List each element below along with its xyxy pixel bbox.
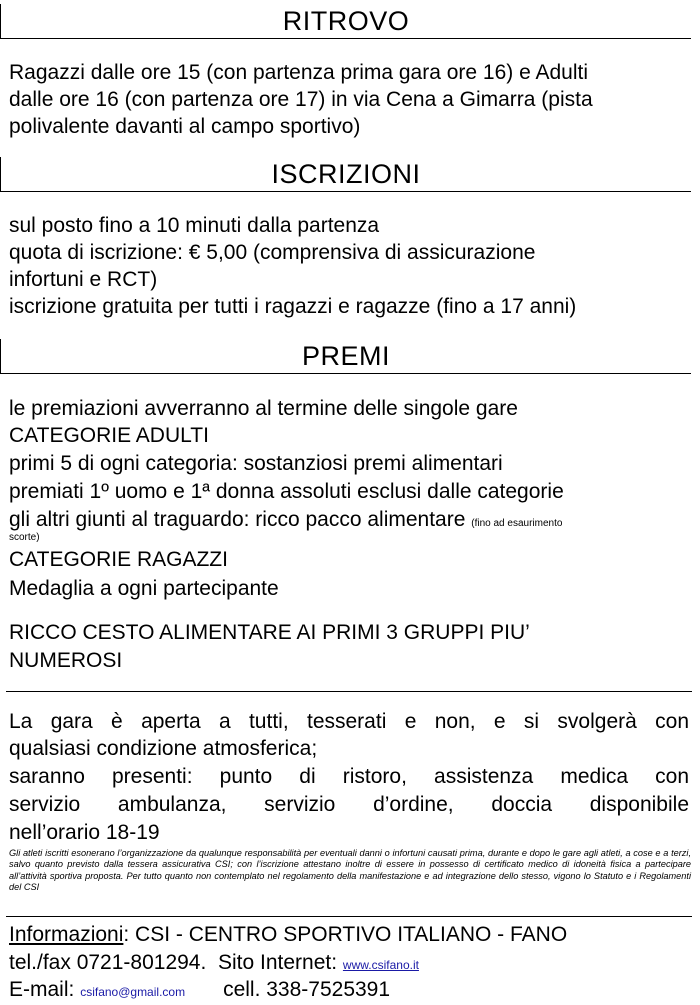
iscrizioni-line: iscrizione gratuita per tutti i ragazzi e ragazze (fino a 17 anni) xyxy=(9,295,577,318)
email-link[interactable]: csifano@gmail.com xyxy=(80,985,186,999)
info-line xyxy=(9,950,419,978)
premi-note-continued: scorte) xyxy=(9,532,40,543)
premi-pacco-text: gli altri giunti al traguardo: ricco pacco alimentare xyxy=(9,508,466,531)
ritrovo-line: dalle ore 16 (con partenza ore 17) in via Cena a Gimarra (pista xyxy=(9,88,593,111)
premi-line xyxy=(9,507,562,537)
iscrizioni-line: infortuni e RCT) xyxy=(9,268,158,291)
disclaimer-fine-print: Gli atleti iscritti esonerano l’organizzazione da qualunque responsabilità per eventuali danni o infortuni causati prima, durante e dopo le gare agli atleti, a cose e a terzi, salvo quanto previsto dalla tessera assicurativa CSI; con l’iscrizione attestano inoltre di essere in possesso di certificato medico di idoneità fisica a partecipare all’attività sportiva proposta. Per tutto quanto non contemplato nel regolamento della manifestazione e ad integrazione dello stesso, vigono lo Statuto e i Regolamenti del CSI xyxy=(9,848,691,892)
info-line xyxy=(9,977,390,1005)
info-line xyxy=(9,922,567,948)
section-heading-ritrovo: RITROVO xyxy=(0,4,691,39)
info-site-label: Sito Internet: xyxy=(218,951,338,974)
general-line: qualsiasi condizione atmosferica; xyxy=(9,737,318,760)
divider xyxy=(6,691,692,692)
general-line: saranno presenti: punto di ristoro, assistenza medica con xyxy=(9,765,689,788)
section-heading-iscrizioni: ISCRIZIONI xyxy=(0,157,691,192)
general-line: nell’orario 18-19 xyxy=(9,821,160,844)
ritrovo-line: polivalente davanti al campo sportivo) xyxy=(9,115,361,138)
section-heading-premi: PREMI xyxy=(0,339,691,374)
premi-groups-line: NUMEROSI xyxy=(9,649,123,672)
iscrizioni-line: quota di iscrizione: € 5,00 (comprensiva di assicurazione xyxy=(9,241,536,264)
premi-line: le premiazioni avverranno al termine delle singole gare xyxy=(9,397,518,420)
premi-line: primi 5 di ogni categoria: sostanziosi premi alimentari xyxy=(9,452,503,475)
info-email-label: E-mail: xyxy=(9,978,75,1001)
website-link[interactable]: www.csifano.it xyxy=(342,958,419,972)
info-tel: tel./fax 0721-801294. xyxy=(9,951,207,974)
premi-category-ragazzi: CATEGORIE RAGAZZI xyxy=(9,548,228,571)
premi-line: Medaglia a ogni partecipante xyxy=(9,577,279,600)
premi-groups-line: RICCO CESTO ALIMENTARE AI PRIMI 3 GRUPPI PIU’ xyxy=(9,621,530,644)
premi-note: (fino ad esaurimento xyxy=(471,518,563,529)
info-label: Informazioni xyxy=(9,923,124,946)
ritrovo-line: Ragazzi dalle ore 15 (con partenza prima gara ore 16) e Adulti xyxy=(9,61,588,84)
info-cell: cell. 338-7525391 xyxy=(223,978,391,1001)
premi-category-adulti: CATEGORIE ADULTI xyxy=(9,424,209,447)
general-line: servizio ambulanza, servizio d’ordine, doccia disponibile xyxy=(9,793,689,816)
general-line: La gara è aperta a tutti, tesserati e non, e si svolgerà con xyxy=(9,710,689,733)
divider xyxy=(6,916,692,917)
iscrizioni-line: sul posto fino a 10 minuti dalla partenza xyxy=(9,214,380,237)
info-org: : CSI - CENTRO SPORTIVO ITALIANO - FANO xyxy=(123,923,568,946)
premi-line: premiati 1º uomo e 1ª donna assoluti esclusi dalle categorie xyxy=(9,480,564,503)
